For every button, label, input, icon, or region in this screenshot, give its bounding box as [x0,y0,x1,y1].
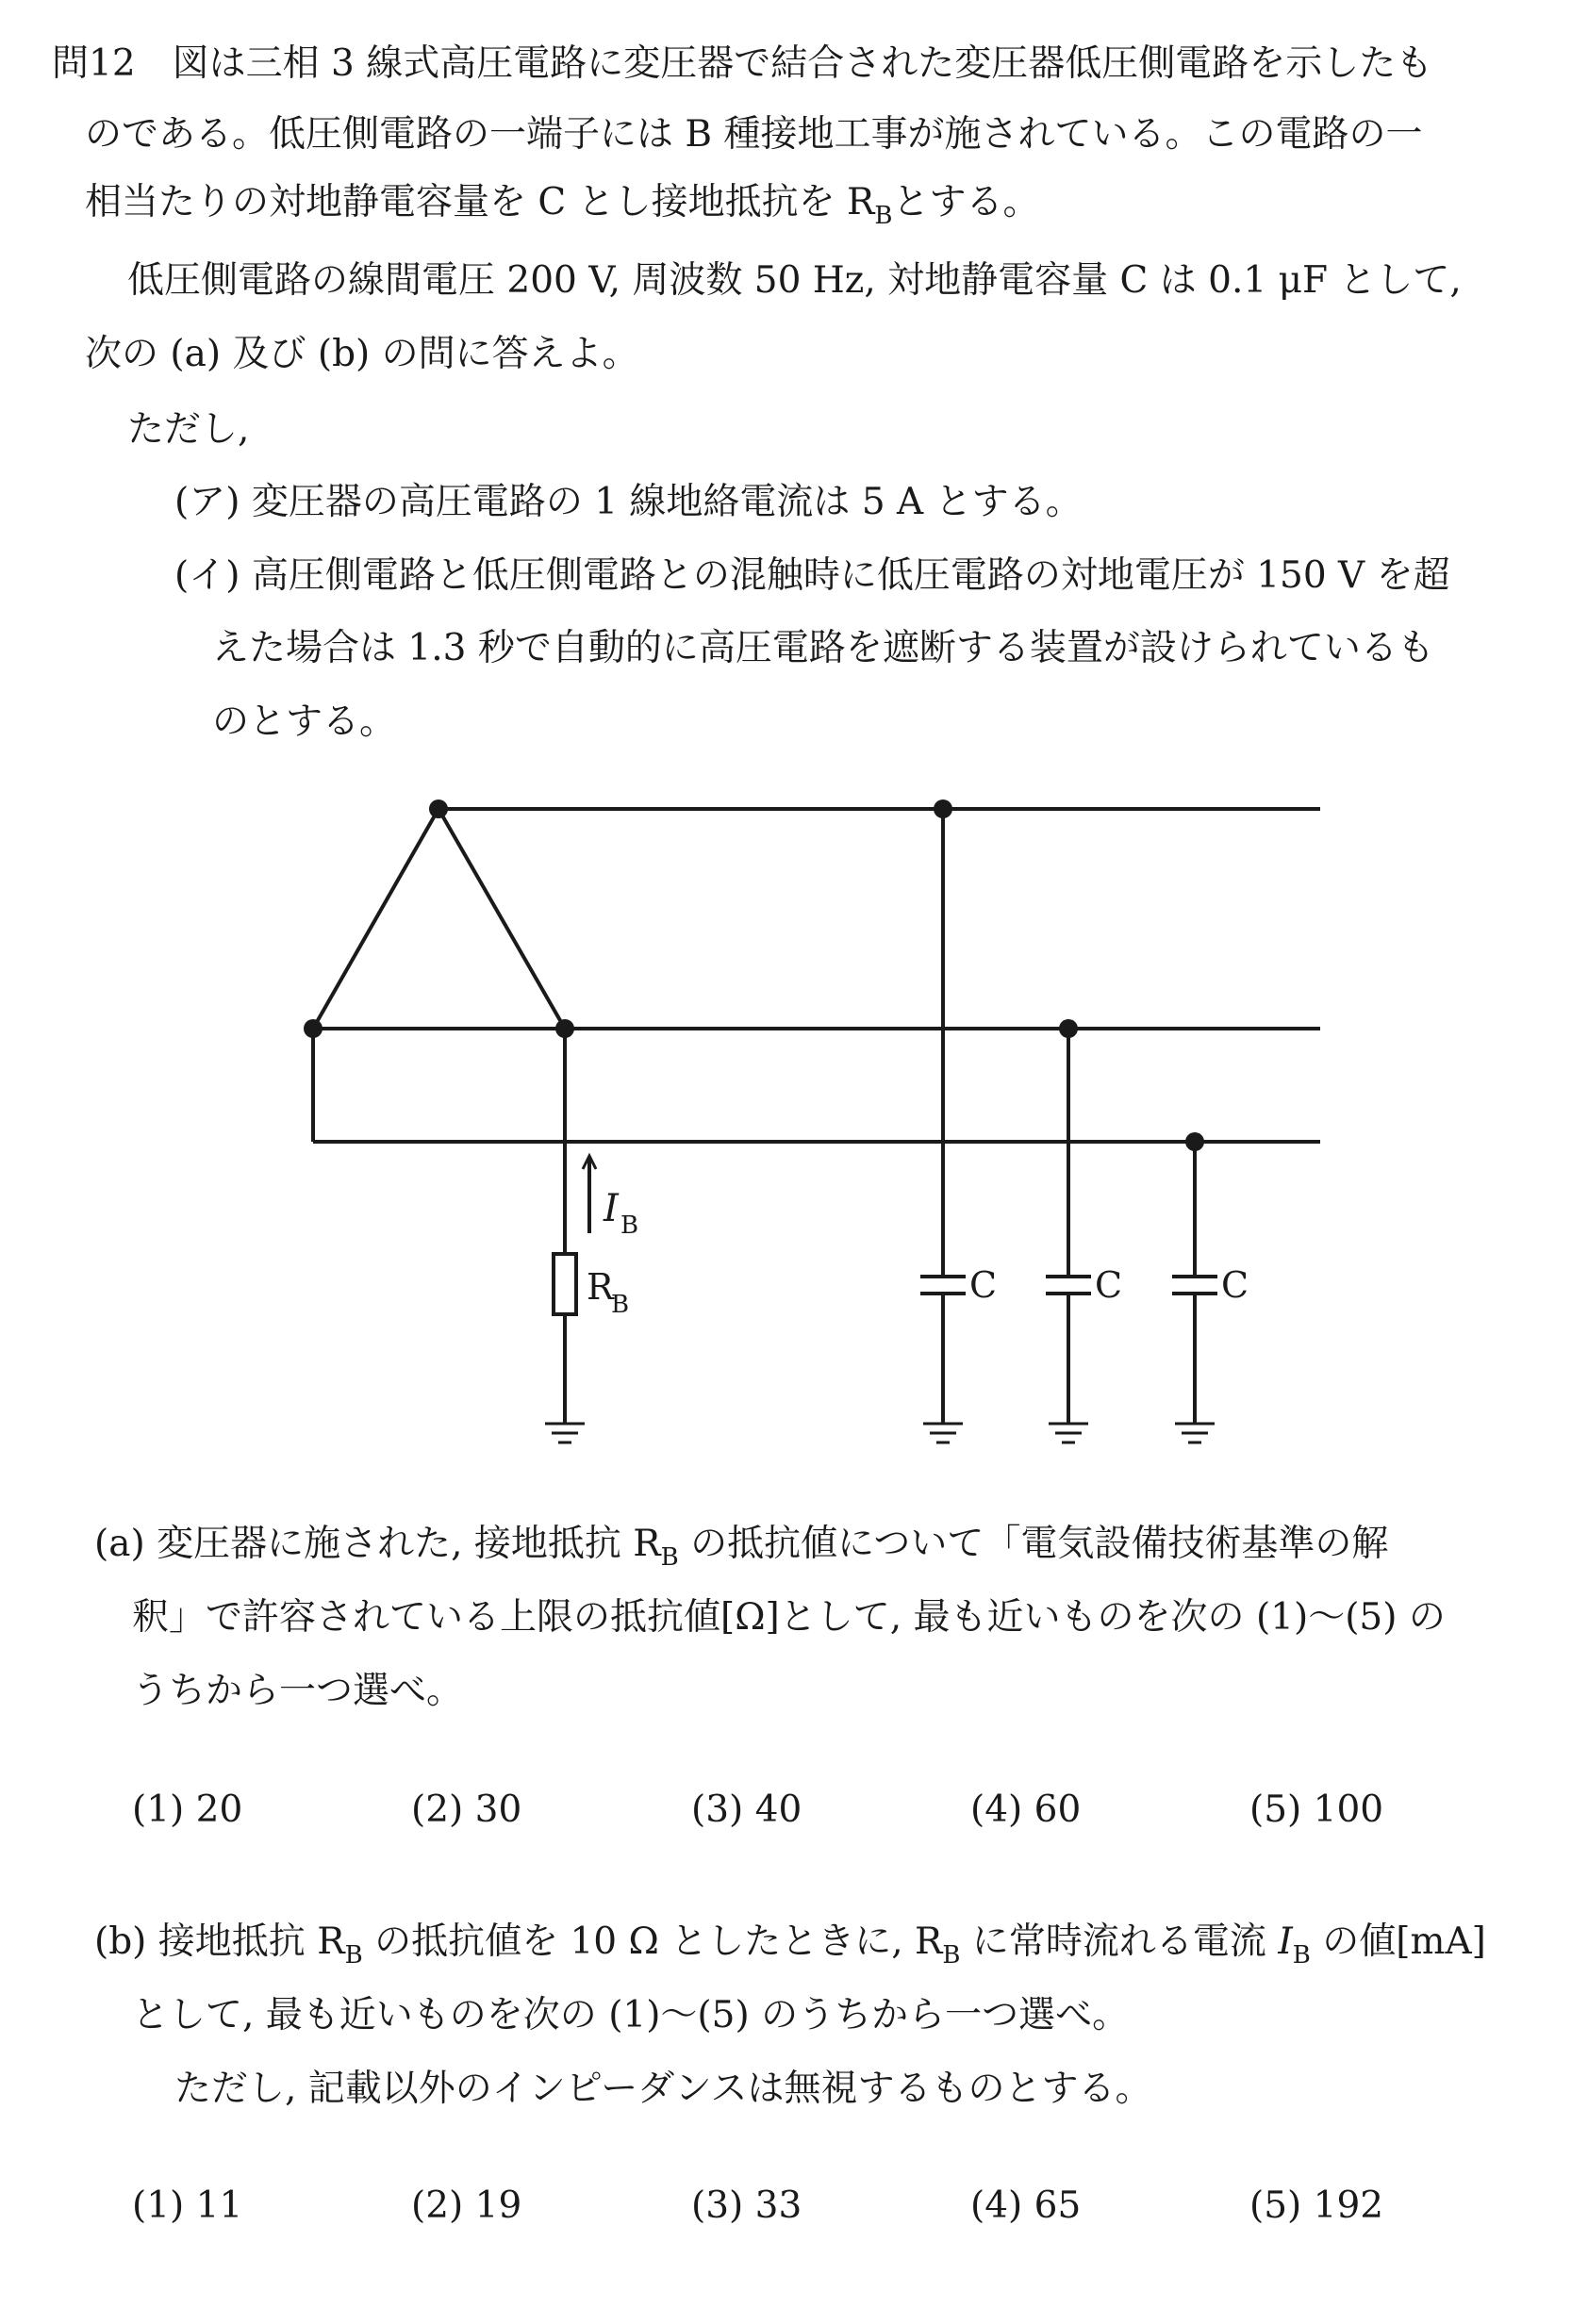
part-a-choice-1[interactable]: (1) 20 [132,1788,243,1831]
part-b-choice-3[interactable]: (3) 33 [691,2184,802,2227]
resistor-rb [554,1254,576,1314]
part-a-line-1a: (a) 変圧器に施された, 接地抵抗 R [94,1523,661,1565]
node-delta-top [429,799,448,818]
node-cap3 [1185,1132,1204,1151]
label-cap2: C [1095,1264,1123,1306]
condition-b-line-2: えた場合は 1.3 秒で自動的に高圧電路を遮断する装置が設けられているも [212,627,1434,669]
node-delta-left [304,1019,323,1038]
label-cap1: C [969,1264,998,1306]
problem-line-6: ただし, [127,408,250,451]
label-ib-sub: B [620,1211,639,1240]
ground-symbol-rb [545,1424,585,1442]
part-a-line-2: 釈」で許容されている上限の抵抗値[Ω]として, 最も近いものを次の (1)～(5) の [132,1596,1446,1639]
condition-b-line-3: のとする。 [212,700,397,743]
part-b-choice-4[interactable]: (4) 65 [970,2184,1082,2227]
part-b-line-1e: の値[mA] [1322,1920,1486,1963]
part-b-choice-5[interactable]: (5) 192 [1249,2184,1384,2227]
subscript-b: B [874,202,893,230]
node-cap2 [1059,1019,1078,1038]
problem-line-2: のである。低圧側電路の一端子には B 種接地工事が施されている。この電路の一 [85,113,1423,156]
part-a-line-1b: の抵抗値について「電気設備技術基準の解 [690,1523,1389,1565]
subscript-b: B [942,1941,961,1970]
ground-symbol-cap2 [1049,1424,1088,1442]
part-b-choice-1[interactable]: (1) 11 [132,2184,243,2227]
problem-line-1: 問12 図は三相 3 線式高圧電路に変圧器で結合された変圧器低圧側電路を示したも [52,42,1433,85]
part-a-choice-3[interactable]: (3) 40 [691,1788,802,1831]
condition-a: (ア) 変圧器の高圧電路の 1 線地絡電流は 5 A とする。 [174,481,1083,523]
part-a-line-1 [94,1518,1388,1574]
node-delta-right [555,1019,574,1038]
part-b-line-2: として, 最も近いものを次の (1)～(5) のうちから一つ選べ。 [132,1994,1130,2036]
part-a-line-3: うちから一つ選べ。 [132,1670,464,1712]
part-b-choice-2[interactable]: (2) 19 [411,2184,522,2227]
subscript-b: B [1292,1941,1311,1970]
problem-line-3 [85,176,1040,233]
part-a-choice-4[interactable]: (4) 60 [970,1788,1082,1831]
ground-symbol-cap3 [1175,1424,1215,1442]
part-a-choice-5[interactable]: (5) 100 [1249,1788,1384,1831]
subscript-b: B [660,1543,679,1572]
part-b-line-1a: (b) 接地抵抗 R [94,1920,345,1963]
delta-right-side [438,809,565,1029]
part-a-choice-2[interactable]: (2) 30 [411,1788,522,1831]
problem-line-4: 低圧側電路の線間電圧 200 V, 周波数 50 Hz, 対地静電容量 C は 0.1 μF として, [127,259,1462,302]
label-rb: R [587,1266,614,1308]
ground-symbol-cap1 [923,1424,963,1442]
current-symbol-i: I [1278,1920,1293,1963]
circuit-diagram [283,783,1358,1461]
subscript-b: B [344,1941,363,1970]
problem-line-3-end: とする。 [892,181,1040,223]
label-cap3: C [1221,1264,1249,1306]
label-ib: I [604,1187,619,1230]
part-b-line-1c: に常時流れる電流 [971,1920,1266,1963]
delta-left-side [313,809,438,1029]
node-cap1 [934,799,952,818]
problem-line-5: 次の (a) 及び (b) の問に答えよ。 [85,333,639,375]
part-b-line-1b: の抵抗値を 10 Ω としたときに, R [374,1920,943,1963]
part-b-line-3: ただし, 記載以外のインピーダンスは無視するものとする。 [174,2068,1152,2110]
label-rb-sub: B [611,1291,630,1319]
part-b-line-1 [94,1916,1486,1972]
problem-line-3-text: 相当たりの対地静電容量を C とし接地抵抗を R [85,181,875,223]
condition-b-line-1: (イ) 高圧側電路と低圧側電路との混触時に低圧電路の対地電圧が 150 V を超 [174,554,1450,597]
